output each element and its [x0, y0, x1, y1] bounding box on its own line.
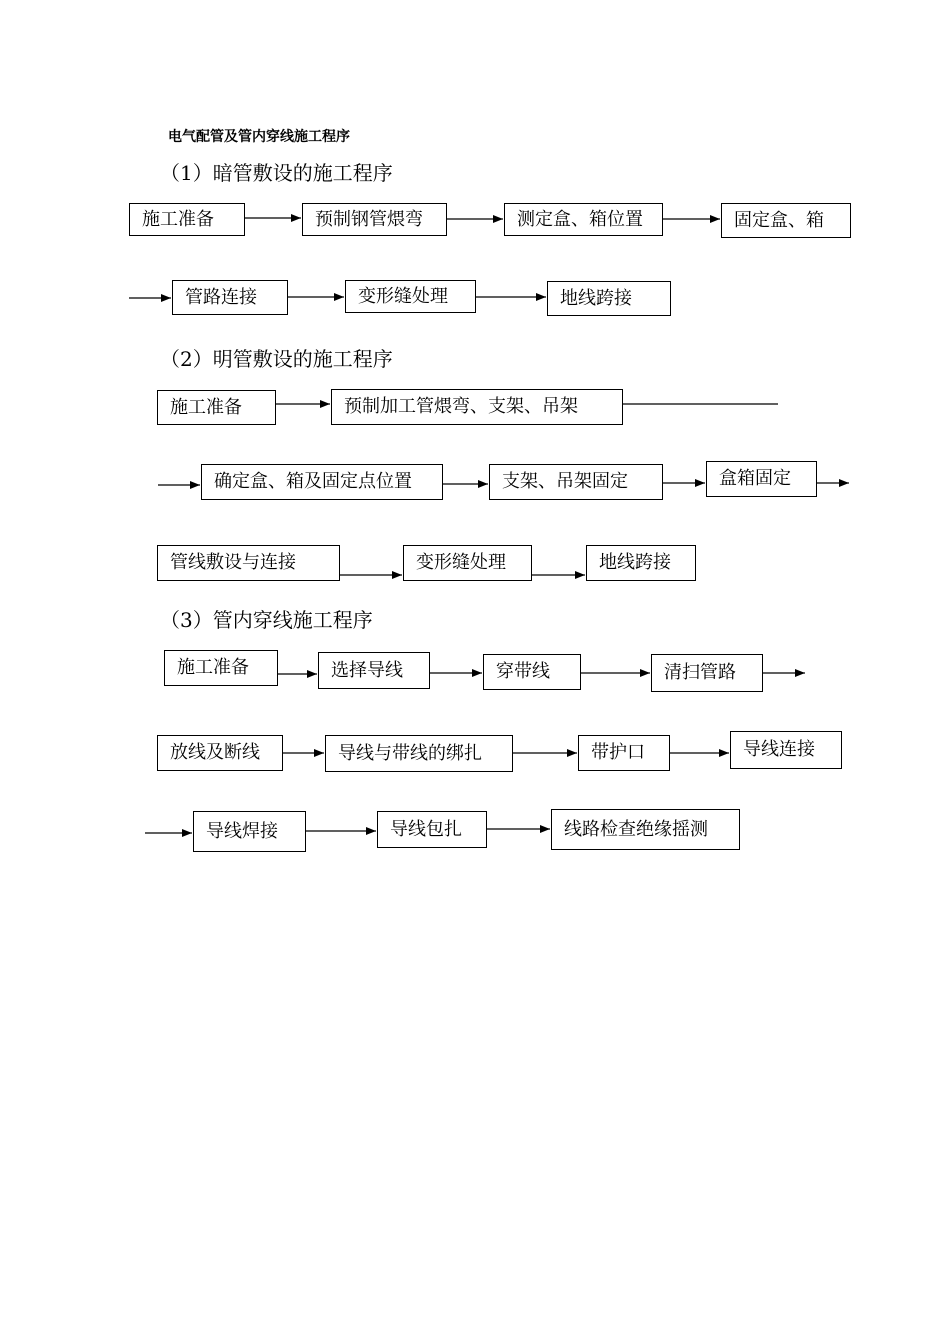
- s3-step-5-box: 放线及断线: [157, 735, 283, 771]
- s2-step-5-box: 盒箱固定: [706, 461, 817, 497]
- s2-step-7-box: 变形缝处理: [403, 545, 532, 581]
- s1-step-5-box: 管路连接: [172, 280, 288, 315]
- s2-step-1-box: 施工准备: [157, 390, 276, 425]
- s3-step-9-box: 导线焊接: [193, 811, 306, 852]
- s3-step-6-box: 导线与带线的绑扎: [325, 735, 513, 772]
- s1-step-6-box: 变形缝处理: [345, 280, 476, 313]
- section-3-heading: （3）管内穿线施工程序: [160, 608, 373, 632]
- page-title: 电气配管及管内穿线施工程序: [168, 129, 350, 145]
- s3-step-4-box: 清扫管路: [651, 654, 763, 692]
- s2-step-8-box: 地线跨接: [586, 545, 696, 581]
- s1-step-1-box: 施工准备: [129, 203, 245, 236]
- section-1-heading: （1）暗管敷设的施工程序: [160, 161, 393, 185]
- s2-step-3-box: 确定盒、箱及固定点位置: [201, 464, 443, 500]
- s3-step-3-box: 穿带线: [483, 654, 581, 690]
- section-2-heading: （2）明管敷设的施工程序: [160, 347, 393, 371]
- s1-step-4-box: 固定盒、箱: [721, 203, 851, 238]
- s3-step-8-box: 导线连接: [730, 731, 842, 769]
- s1-step-3-box: 测定盒、箱位置: [504, 203, 663, 236]
- s1-step-7-box: 地线跨接: [547, 281, 671, 316]
- s3-step-10-box: 导线包扎: [377, 811, 487, 848]
- s3-step-2-box: 选择导线: [318, 652, 430, 689]
- s2-step-6-box: 管线敷设与连接: [157, 545, 340, 581]
- s3-step-7-box: 带护口: [578, 735, 670, 771]
- s3-step-1-box: 施工准备: [164, 650, 278, 686]
- s2-step-2-box: 预制加工管煨弯、支架、吊架: [331, 389, 623, 425]
- s2-step-4-box: 支架、吊架固定: [489, 464, 663, 500]
- s3-step-11-box: 线路检查绝缘摇测: [551, 809, 740, 850]
- s1-step-2-box: 预制钢管煨弯: [302, 203, 447, 236]
